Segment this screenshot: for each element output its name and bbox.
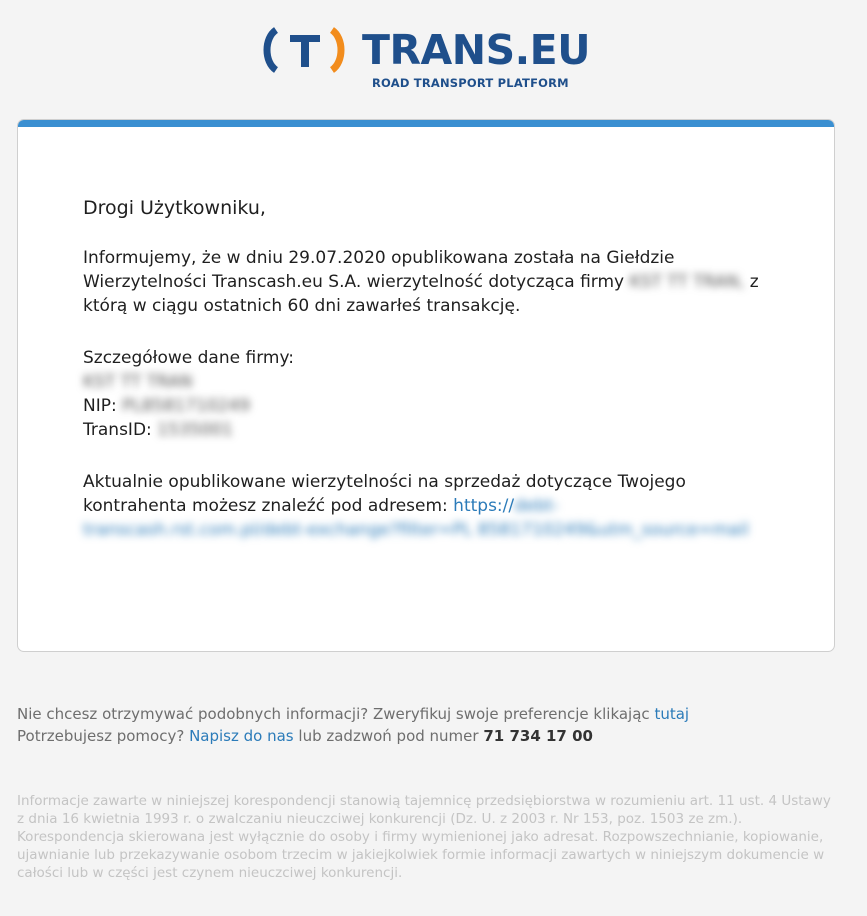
phone-number[interactable]: 71 734 17 00 — [483, 727, 593, 745]
nip-label: NIP: — [83, 396, 117, 416]
company-name-line — [83, 370, 783, 394]
intro-paragraph — [83, 246, 783, 318]
transid-label: TransID: — [83, 420, 152, 440]
greeting: Drogi Użytkowniku, — [83, 197, 266, 219]
intro-text-2: z którą w ciągu ostatnich 60 dni zawarłeś transakcję. — [83, 272, 759, 316]
company-name-redacted: KST TT TRAN, — [629, 272, 745, 292]
company-details — [83, 346, 783, 442]
offers-link-redacted[interactable]: debt-transcash.rst.com.pl/debt-exchange?filter=PL 8581710249&utm_source=mail — [83, 496, 749, 540]
nip-value-redacted: PL8581710249 — [122, 396, 251, 416]
message-body — [83, 195, 783, 570]
offers-link-visible[interactable]: https:// — [453, 496, 515, 516]
footer-help — [17, 703, 847, 747]
unsubscribe-link[interactable]: tutaj — [654, 705, 690, 723]
legal-notice: Informacje zawarte w niniejszej korespondencji stanowią tajemnicę przedsiębiorstwa w rozumieniu art. 11 ust. 4 Ustawy z dnia 16 kwietnia 1993 r. o zwalczaniu nieuczciwej konkurencji (Dz. U. z 2003 r. Nr 153, poz. 1503 ze zm.). Korespondencja skierowana jest wyłącznie do osoby i firmy wymienionej jako adresat. Rozpowszechnianie, kopiowanie, ujawnianie lub przekazywanie osobom trzecim w jakiejkolwiek formie informacji zawartych w niniejszym dokumencie w całości lub w części jest czynem nieuczciwej konkurencji. — [17, 793, 831, 881]
company-name-redacted-2: KST TT TRAN — [83, 372, 193, 392]
contact-link[interactable]: Napisz do nas — [189, 727, 294, 745]
brand-header — [0, 22, 867, 94]
help-text: Potrzebujesz pomocy? — [17, 727, 185, 745]
nip-line — [83, 394, 783, 418]
help-text-2: lub zadzwoń pod numer — [298, 727, 479, 745]
unsubscribe-text: Nie chcesz otrzymywać podobnych informacji? Zweryfikuj swoje preferencje klikając — [17, 705, 650, 723]
transid-line — [83, 418, 783, 442]
brand-tagline: ROAD TRANSPORT PLATFORM — [372, 76, 569, 90]
brand-name: TRANS.EU — [362, 26, 590, 74]
message-card — [17, 119, 835, 652]
offers-paragraph — [83, 470, 783, 542]
intro-text: Informujemy, że w dniu 29.07.2020 opublikowana została na Giełdzie Wierzytelności Transcash.eu S.A. wierzytelność dotycząca firmy — [83, 248, 675, 292]
offers-text: Aktualnie opublikowane wierzytelności na sprzedaż dotyczące Twojego kontrahenta możesz znaleźć pod adresem: — [83, 472, 686, 516]
details-heading: Szczegółowe dane firmy: — [83, 348, 294, 368]
unsubscribe-line — [17, 703, 847, 725]
trans-eu-logo-icon — [262, 26, 356, 74]
transid-value-redacted: 1535001 — [157, 420, 233, 440]
help-line — [17, 725, 847, 747]
card-accent-bar — [18, 120, 834, 127]
